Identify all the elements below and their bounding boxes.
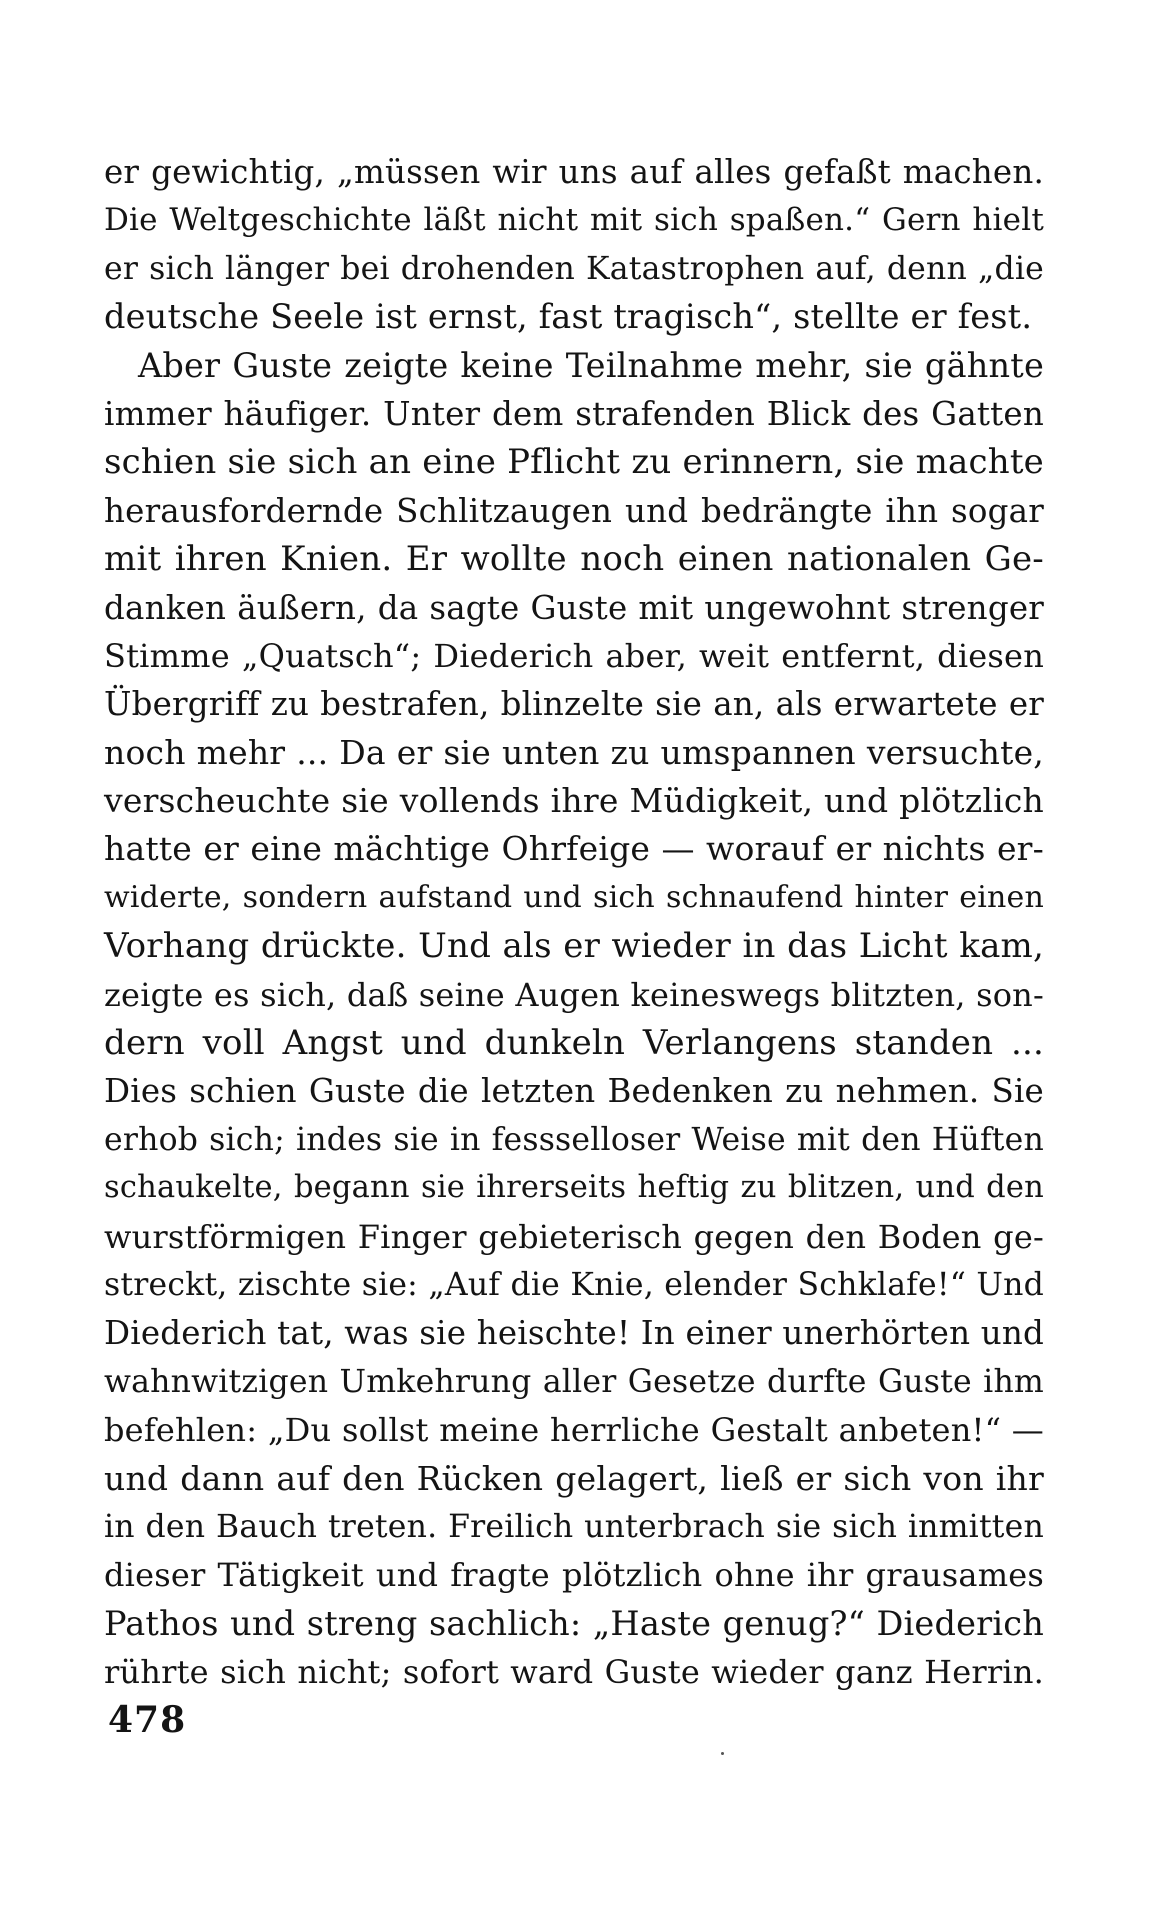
- text-line: in den Bauch treten. Freilich unterbrach sie sich inmitten: [104, 1508, 1044, 1545]
- text-line: erhob sich; indes sie in fessselloser Weise mit den Hüften: [104, 1121, 1044, 1158]
- text-line: Dies schien Guste die letzten Bedenken zu nehmen. Sie: [104, 1072, 1044, 1111]
- text-line: dern voll Angst und dunkeln Verlangens standen ...: [104, 1023, 1044, 1064]
- text-line: wahnwitzigen Umkehrung aller Gesetze durfte Guste ihm: [104, 1363, 1044, 1400]
- text-line: herausfordernde Schlitzaugen und bedrängte ihn sogar: [104, 491, 1044, 530]
- text-line: Diederich tat, was sie heischte! In einer unerhörten und: [104, 1314, 1045, 1353]
- text-line: schaukelte, begann sie ihrerseits heftig zu blitzen, und den: [104, 1170, 1044, 1206]
- text-line: noch mehr ... Da er sie unten zu umspannen versuchte,: [104, 732, 1044, 772]
- text-line: befehlen: „Du sollst meine herrliche Gestalt anbeten!“ —: [104, 1411, 1044, 1450]
- text-line: deutsche Seele ist ernst, fast tragisch“, stellte er fest.: [104, 297, 1033, 337]
- text-line: danken äußern, da sagte Guste mit ungewohnt strenger: [104, 588, 1044, 627]
- text-line: und dann auf den Rücken gelagert, ließ er sich von ihr: [104, 1458, 1044, 1498]
- text-line: Stimme „Quatsch“; Diederich aber, weit entfernt, diesen: [104, 636, 1044, 675]
- text-line: verscheuchte sie vollends ihre Müdigkeit, und plötzlich: [104, 781, 1044, 821]
- text-line: widerte, sondern aufstand und sich schnaufend hinter einen: [104, 879, 1044, 915]
- text-line: Übergriff zu bestrafen, blinzelte sie an, als erwartete er: [104, 685, 1044, 724]
- body-text: [104, 148, 1044, 1697]
- page-number: 478: [108, 1699, 187, 1741]
- text-line: rührte sich nicht; sofort ward Guste wieder ganz Herrin.: [104, 1653, 1044, 1692]
- text-line: Vorhang drückte. Und als er wieder in das Licht kam,: [104, 926, 1044, 967]
- text-line: er gewichtig, „müssen wir uns auf alles gefaßt machen.: [104, 153, 1044, 191]
- text-line: immer häufiger. Unter dem strafenden Blick des Gatten: [104, 394, 1044, 433]
- text-line: Pathos und streng sachlich: „Haste genug?“ Diederich: [104, 1603, 1044, 1643]
- text-line: streckt, zischte sie: „Auf die Knie, elender Schklafe!“ Und: [104, 1266, 1044, 1303]
- text-line: hatte er eine mächtige Ohrfeige — worauf er nichts er-: [104, 829, 1044, 869]
- text-line: Die Weltgeschichte läßt nicht mit sich spaßen.“ Gern hielt: [104, 202, 1044, 239]
- print-speck: [721, 1752, 724, 1755]
- text-line: zeigte es sich, daß seine Augen keineswegs blitzten, son-: [104, 975, 1044, 1014]
- text-line: er sich länger bei drohenden Katastrophen auf, denn „die: [104, 250, 1044, 287]
- paragraph-start-line: Aber Guste zeigte keine Teilnahme mehr, sie gähnte: [138, 345, 1044, 385]
- text-line: schien sie sich an eine Pflicht zu erinnern, sie machte: [104, 442, 1044, 483]
- text-line: mit ihren Knien. Er wollte noch einen nationalen Ge-: [104, 539, 1044, 580]
- text-line: wurstförmigen Finger gebieterisch gegen den Boden ge-: [104, 1217, 1044, 1256]
- text-line: dieser Tätigkeit und fragte plötzlich ohne ihr grausames: [104, 1556, 1044, 1595]
